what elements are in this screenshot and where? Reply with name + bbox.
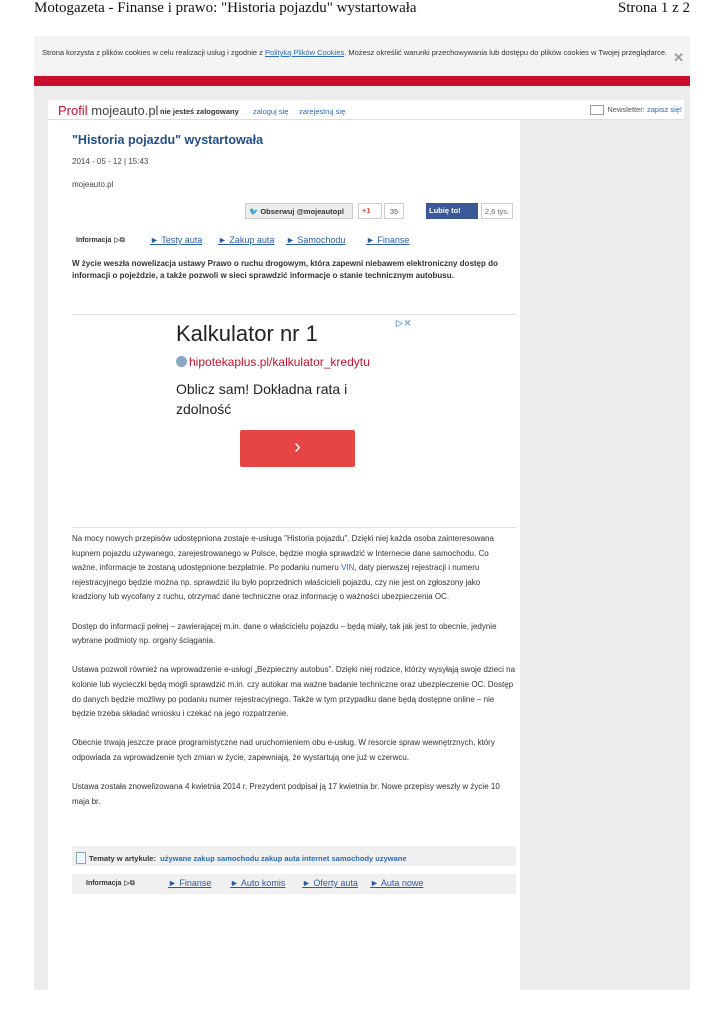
paragraph — [72, 532, 516, 605]
newsletter — [590, 105, 682, 115]
article-title: "Historia pojazdu" wystartowała — [72, 133, 264, 147]
topic-link[interactable]: zakup samochodu — [193, 854, 259, 863]
profile-bar — [48, 100, 684, 120]
print-header — [34, 0, 690, 22]
newsletter-link[interactable]: zapisz się! — [646, 105, 682, 114]
newsletter-label: Newsletter: — [607, 105, 645, 114]
envelope-icon — [590, 105, 604, 115]
tag-link[interactable]: ► Zakup auta — [218, 235, 275, 245]
tag-link[interactable]: ► Finanse — [168, 878, 212, 888]
ad-url-text: hipotekaplus.pl/kalkulator_kredytu — [189, 355, 370, 369]
logo-brand: Profil — [58, 103, 92, 118]
tag-link[interactable]: ► Testy auta — [150, 235, 203, 245]
topic-link[interactable]: używane — [160, 854, 192, 863]
site-logo[interactable] — [58, 103, 158, 118]
info-text: Informacja — [86, 880, 122, 887]
ad-headline[interactable]: Kalkulator nr 1 — [176, 321, 318, 346]
page-number: Strona 1 z 2 — [617, 0, 690, 16]
article-body — [72, 532, 516, 824]
p1-end: , daty pierwszej rejestracji i numeru rejestracyjnego będzie można np. sprawdzić ilu było poprzednich właścicieli pojazdu, czy nie jest on zgłoszony jako kradziony lub wycofany z ruchu, otrzymać dane techniczne oraz informację o ważności ubezpieczenia OC. — [72, 563, 481, 602]
ad-description: Oblicz sam! Dokładna rata i zdolność — [176, 381, 348, 417]
facebook-label: Lubię to! — [429, 206, 461, 215]
topics-bar — [72, 846, 516, 866]
ad-url[interactable] — [176, 355, 370, 369]
p1-start: Na mocy nowych przepisów udostępniona zostaje e-usługa "Historia pojazdu". Dzięki niej każda osoba zainteresowana kupnem pojazdu używanego, zarejestrowanego w Polsce, będzie mogła sprawdzić w Internecie dane samochodu. Co ważne, informacje te zostaną udostępnione bezpłatnie. Po podaniu numeru — [72, 534, 494, 573]
print-title: Motogazeta - Finanse i prawo: "Historia pojazdu" wystartowała — [34, 0, 417, 16]
tag-link[interactable]: ► Samochodu — [286, 235, 346, 245]
main-nav-bar — [34, 76, 690, 86]
topic-link[interactable]: zakup auta — [261, 854, 300, 863]
login-link[interactable]: zaloguj się — [253, 107, 289, 116]
facebook-count: 2,6 tys. — [481, 203, 513, 219]
vin-link[interactable]: VIN — [341, 563, 355, 573]
twitter-follow-button[interactable] — [245, 203, 353, 219]
tag-link[interactable]: ► Oferty auta — [302, 878, 358, 888]
article-date: 2014 - 05 - 12 | 15:43 — [72, 157, 149, 166]
tag-link[interactable]: ► Auta nowe — [370, 878, 424, 888]
topic-link[interactable]: internet — [301, 854, 330, 863]
cookie-banner — [34, 36, 690, 76]
article-source: mojeauto.pl — [72, 180, 114, 189]
tag-link[interactable]: ► Auto komis — [230, 878, 286, 888]
info-text: Informacja — [76, 237, 112, 244]
twitter-label: Obserwuj @mojeautopl — [260, 207, 344, 216]
cookie-text-end: . Możesz określić warunki przechowywania lub dostępu do plików cookies w Twojej przeglądarce. — [344, 48, 668, 57]
adchoices-icon: ▷⧉ — [114, 237, 125, 244]
paragraph: Ustawa pozwoli również na wprowadzenie e-usługi „Bezpieczny autobus". Dzięki niej rodzice, którzy wysyłają swoje dzieci na kolonie lub wycieczki będą mogli sprawdzić m.in. czy autokar ma ważne badanie techniczne oraz ubezpieczenie OC. Dostęp do danych będzie możliwy po podaniu numer rejestracyjnego. Także w tym przypadku dane będą dostępne online – nie będzie trzeba składać wniosku i czekać na jego rozpatrzenie. — [72, 665, 516, 719]
tag-row-top — [72, 231, 516, 251]
topics-label: Tematy w artykule: — [89, 854, 156, 863]
tag-row-bottom — [72, 874, 516, 894]
paragraph: Obecnie trwają jeszcze prace programistyczne nad uruchomieniem obu e-usług. W resorcie spraw wewnętrznych, który odpowiada za wprowadzenie tych zmian w życie, zapewniają, że wystartują one już w czerwcu. — [72, 738, 495, 762]
right-column — [520, 100, 684, 990]
adchoices-icon: ▷⧉ — [124, 880, 135, 887]
cookie-policy-link[interactable]: Polityką Plików Cookies — [265, 48, 345, 57]
register-link[interactable]: zarejestruj się — [299, 107, 346, 116]
topic-link[interactable]: samochody uzywane — [331, 854, 407, 863]
paragraph: Dostęp do informacji pełnej – zawierającej m.in. dane o właścicielu pojazdu – będą miały, tak jak jest to obecnie, jedynie wybrane podmioty np. organy ściągania. — [72, 621, 497, 646]
login-status: nie jesteś zalogowany — [160, 107, 239, 116]
ad-cta-button[interactable]: › — [240, 430, 355, 467]
close-icon[interactable]: ✕ — [673, 50, 684, 65]
advertisement[interactable] — [72, 314, 516, 528]
twitter-icon: 🐦 — [249, 207, 259, 216]
gplus-button[interactable]: +1 — [358, 203, 382, 219]
adchoices-icon[interactable]: ▷✕ — [396, 318, 413, 328]
logo-site: mojeauto.pl — [91, 103, 159, 118]
paragraph: Ustawa została znowelizowana 4 kwietnia 2014 r. Prezydent podpisał ją 17 kwietnia br. Nowe przepisy weszły w życie 10 maja br. — [72, 782, 500, 806]
gplus-count: 35 — [384, 203, 404, 219]
globe-icon — [176, 356, 187, 367]
cookie-text: Strona korzysta z plików cookies w celu realizacji usług i zgodnie z — [42, 48, 266, 57]
info-label — [76, 236, 125, 245]
document-icon — [76, 852, 86, 864]
info-label — [86, 879, 135, 888]
article-lead: W życie weszła nowelizacja ustawy Prawo o ruchu drogowym, która zapewni niebawem elektroniczny dostęp do informacji o pojeździe, a także pozwoli w sieci sprawdzić informacje o stanie technicznym autobusu. — [72, 259, 498, 280]
facebook-like-button[interactable] — [426, 203, 478, 219]
tag-link[interactable]: ► Finanse — [366, 235, 410, 245]
